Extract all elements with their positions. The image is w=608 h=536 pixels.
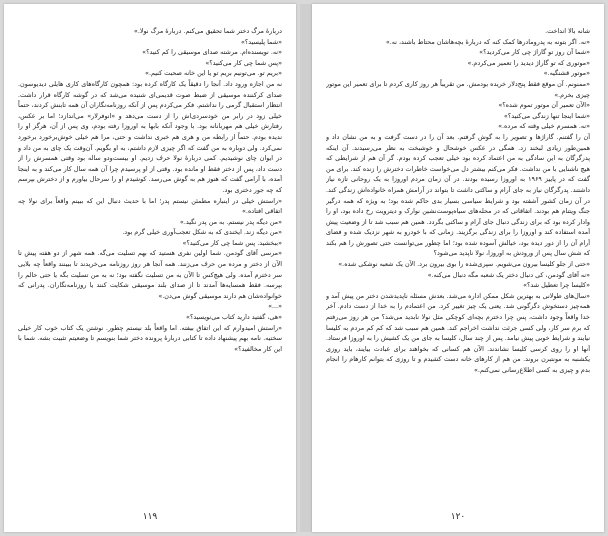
- paragraph: «حتی از جلو کلیسا بیرون می‌شویم. سپری‌شده را بوی بیرون برد. الآن یک شعبه نوشکی شده.»: [338, 260, 590, 269]
- paragraph: «الآن تعمیر آن موتور تموم شده؟»: [498, 101, 590, 110]
- paragraph: «من دیگه زند. ایخندی که به شکل تعجب‌آوری خیلی گرم بود.: [122, 228, 282, 237]
- paragraph: دربارهٔ مرگ دختر شما تحقیق می‌کنم. دربارهٔ مرگ نولا.»: [133, 27, 282, 35]
- paragraph: نه من اجازه ورود داد. آنجا را دقیقاً یک کارگاه کرده بود: همچون کارگاه‌های کاری هایلی دیدیوسون. صدای کرکننده موسیقی از ضبط صوت قدیمی‌ای شنیده می‌شد که در گوشه کارگاه قرار داشت. انتظار استقبال گرمی را نداشتم. فکر می‌کردم پس از آنکه روزنامه‌نگاران آن همه تا‌بنش کردند، حتماً خیلی زود در رابر من خودسردی‌اش را از دست می‌دهد و «انوفرلار» می‌اندازد؛ اما بر عکس، رفتارش خیلی هم مهربانانه بود. با وجود آنکه بابها به اوروزا رفته بودم، وی پس از آن، هرگز او را ندیده بودم. حتماً از رابطه من و هری هم خبری نداشت و حتی، مرا هم خیلی خوش‌برخورد برخورد نمی‌کرد. ولی دوباره به من گفت که اگر چیزی لازم داشتم، به او بگویم. آن‌وقت یک چای به من داد و در ایوان چای نوشیدیم. کمی دربارهٔ نولا حرف زدیم. او بیست‌ودو ساله بود وقتی همسرش را از دست داد، پس از دختر فقط او مانده بود. وقتی از او پرسیدم چرا آن همه سال کار می‌کند و به اینجا آمده، با آرامی گفت که هنوز هم به گوش می‌رسد. کوشیدم او را سرحال بیاورم و از دخترش بپرسم که چه جور دختری بود.: [18, 79, 282, 194]
- paragraph: «موتوری که تو گاراژ دیدید را تعمیر می‌کردم.»: [467, 58, 590, 67]
- paragraph: شانه بالا انداخت.: [545, 27, 590, 35]
- paragraph: «ممنونم. آن موقع فقط پنج‌دلار خریده بودمش. من تقریباً هر روز کاری کردم تا برای تعمیر این موتور چیزی بخرم.»: [326, 79, 590, 99]
- left-page-number: ۱۱۹: [142, 512, 158, 522]
- paragraph: «من دیگه پدر نیستم. به من پدر نگید.»: [179, 217, 282, 226]
- paragraph: «نه. نویسنده‌ام. مرشته صدای موسیقی را کم کنید؟»: [142, 48, 282, 57]
- right-page-text: [326, 26, 590, 496]
- paragraph: «موتور قشنگیه.»: [543, 69, 590, 78]
- paragraph: «سال‌های طولانی به بهترین شکل ممکن اداره می‌شد. بعدش مسئله ناپدیدشدن دختر من پیش آمد و همه‌چیز دستخوش دگرگونی شد. یعنی یک چیز تغییر کرد. من اعتمادم را به خدا از دست دادم. آخر خدا واقعاً وجود داشت، پس چرا دخترم بچه‌ای کوچکی مثل نولا نابدید می‌شد؟ من هر روز می‌رفتم که برم سر کار، ولی کسی جرئت نداشت اخراجم کند. همین هم سبب شد که کم کم مردم به کلیسا نیایند و شرایط خوبی پیش نیامد. پس از چند سال، کلیسا به جای من یک کشیش را به اوروزا فرستاد. آنها او را روی کرسی کلیسا نشاندند. الآن هم کسانی که بخواهند برای عبادت بیایند، باید روزی یکشنبه به مونتبرن بروند. من هم از کارهای خانه دست کشیدم و تا روزی که بتوانم کارهام را انجام بدم و چیزی به کسی اطلاع‌رسانی نمی‌کنم.»: [326, 291, 590, 374]
- paragraph: «پس شما چی کار می‌کنید؟»: [205, 58, 282, 67]
- paragraph: «کلیسا چرا تعطیل شد؟»: [523, 281, 590, 290]
- paragraph: «ببخشید. پس شما چی کار می‌کنید؟»: [182, 238, 282, 247]
- paragraph: «نه. همسرم خیلی وقته که مرده.»: [498, 122, 590, 131]
- paragraph: «بریم تو. می‌تونیم بریم تو یا این خانه صحبت کنیم.»: [145, 69, 282, 78]
- right-page-number: ۱۲۰: [450, 512, 466, 522]
- paragraph: «شما آن روز تو گاراژ چی کار می‌کردید؟»: [479, 48, 590, 57]
- paragraph: آن را گفتنم. گاراژ‌ها و تصویر را به گوش گرفتم. بعد آن را در دست گرفت و به من نشان داد و همین‌طور زیادی لبخند زد. همگی در عکس خوشحال و خوشبخت به نظر می‌رسیدند. آن اینکه پدرگرگان به این سادگی به من اعتماد کرده بود خیلی تعجب کرده بودم. گر آن هم از شرایطی که هیچ ناشنایی با من نداشت. فکر می‌کنم بیشتر دل می‌خواست خاطرات دخترش را زنده کند. برای من گفت که در پاییز ۱۹۶۹ به اوروزا رسیده بودند. در آن زمان مردم اوروزا به یک روحانی تازه نیاز داشتند. پدرگرگان نیاز به جای آرام و ساکتی داشت تا بتواند در آرامش همراه خانواده‌اش زندگی کند. در آن زمان کشور آشفته بود و شرایط سیاسی بسیار بدی حاکم شده بود؛ به ویژه که همه درگیر جنگ ویتنام هم بودند. اتفاقاتی که در محله‌های سیاه‌پوست‌نشین نوارک و دیترویت رخ داده بود، او را وادار کرده بود که برای زندگی دنبال جای آرام و ساکتی بگردد. همین هم سبب شد تا از وضعیت پیش آمده استفاده کند و اوروزا را برای زندگی برگزیند. زمانی که با خودرو به شهر نزدیک شده و فضای آرام آن را از دور دیده بود، خیالش آسوده شده بود؛ اما چطور می‌توانست حتی تصورش را هم بکند که شش سال پس از ورودش به اوروزا، نولا ناپدید می‌شود؟: [326, 132, 590, 258]
- left-page-text: [18, 26, 282, 496]
- paragraph: «شما پلیسید؟»: [240, 37, 282, 46]
- paragraph: «...»: [268, 302, 282, 311]
- paragraph: «راستش امیدوارم که این اتفاق بیفته. اما واقعاً بلد نیستم چطور. نوشتن یک کتاب خوب کار خیلی سختیه. نامه بهم پیشنهاد داده تا کتابی دربارهٔ پرونده دختر شما بنویسم تا وضعیتم تثبیت بشه. شما با این کار مخالفید؟»: [18, 323, 282, 353]
- right-page: [312, 4, 604, 532]
- paragraph: «راستش خیلی در اینباره مطمئن نیستم پدر؛ اما با حدیث دنبال این که ببینم واقعاً برای نولا چه اتفاقی افتاده.»: [18, 196, 282, 216]
- gutter: [300, 4, 312, 532]
- paragraph: «نه. اگر بتونه به پدرومادرها کمک کنه که دربارهٔ بچه‌هاشان محتاط باشند، نه.»: [385, 37, 590, 46]
- paragraph: «نه آقای گودمن، کی دنبال دختر یک شعبه مگه دنبال می‌کنه.»: [427, 270, 590, 279]
- paragraph: «مرسی آقای گودمن. شما اولین نفری هستید که بهم تسلیت می‌گه. همه شهر از دو هفته پیش تا الآن از دختر و مرده من حرف می‌زنند. همه آنجا هر روز روزنامه می‌خریدند تا ببینند واقعاً چه بلایی سر دخترم آمده. ولی هیچ‌کس تا الآن به من تسلیت نگفته بود؛ نه به من تسلیت بگه یا حتی حالم را بپرسه. فقط همسایه‌ها آمدند تا از صدای بلند موسیقی شکایت کنند یا روزنامه‌نگاران. پدرانی که خوانواده‌شان هم دارند موسیقی گوش می‌دن.»: [18, 249, 282, 300]
- left-page: [4, 4, 296, 532]
- paragraph: «شما اینجا تنها زندگی می‌کنید؟»: [503, 111, 590, 120]
- paragraph: «هی، گفتید دارید کتاب می‌نویسید؟»: [186, 313, 282, 322]
